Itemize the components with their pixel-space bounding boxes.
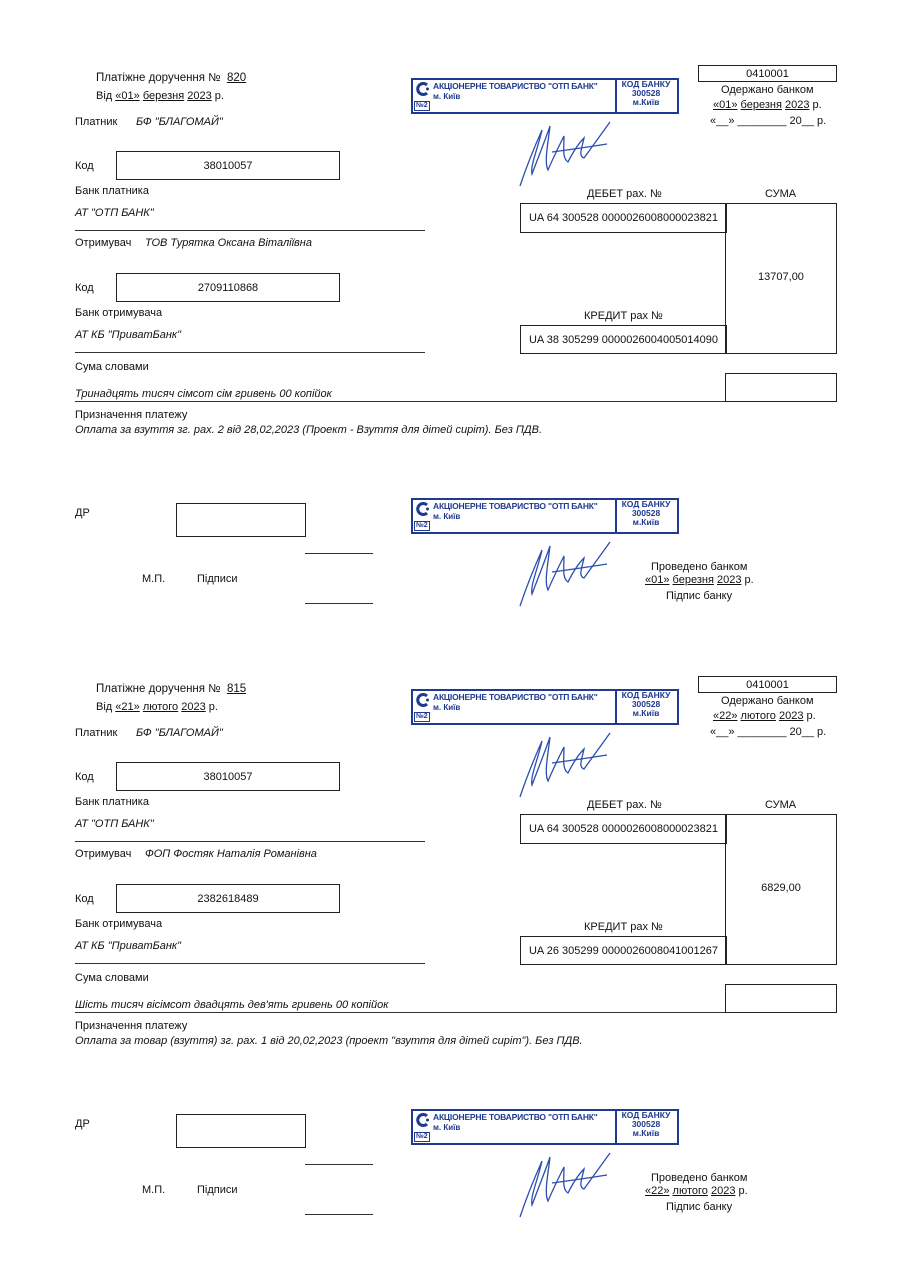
processed-year: 2023 — [710, 1185, 736, 1197]
recipient-code-label: Код — [75, 893, 94, 905]
divider — [75, 230, 425, 231]
stamp-kod — [617, 691, 675, 718]
payer-label: Платник — [75, 727, 118, 739]
signature-icon — [512, 538, 612, 610]
order-number: 820 — [226, 72, 247, 84]
debit-account-box — [520, 203, 727, 233]
processed-month: лютого — [672, 1185, 708, 1197]
stamp-kod-city: м.Київ — [632, 97, 660, 107]
credit-account-box — [520, 936, 727, 965]
recipient-label: Отримувач — [75, 848, 132, 860]
stamp-bank-name: АКЦІОНЕРНЕ ТОВАРИСТВО "ОТП БАНК" — [433, 501, 598, 511]
form-code: 0410001 — [746, 67, 789, 80]
signature-line — [305, 553, 373, 554]
dr-box — [176, 1114, 306, 1148]
year-suffix: р. — [806, 710, 816, 722]
received-date — [713, 99, 822, 111]
stamp-number: №2 — [416, 713, 428, 720]
bank-stamp — [411, 78, 679, 114]
stamp-kod-value: 300528 — [631, 508, 661, 518]
form-code: 0410001 — [746, 678, 789, 691]
stamp-kod-value: 300528 — [631, 699, 661, 709]
received-month: березня — [740, 99, 782, 111]
signature-icon — [512, 118, 612, 190]
order-date-day: «01» — [115, 90, 140, 102]
stamp-city: м. Київ — [433, 92, 461, 101]
payment-order — [0, 611, 908, 1223]
credit-account: UA 38 305299 0000026004005014090 — [528, 333, 719, 346]
amount-box — [725, 814, 837, 965]
sum-words: Шість тисяч вісімсот двадцять дев'ять гривень 00 копійок — [75, 999, 389, 1011]
purpose-text: Оплата за товар (взуття) зг. рах. 1 від 20,02,2023 (проект "взуття для дітей сиріт"). Без ПДВ. — [75, 1035, 583, 1047]
extra-box — [725, 984, 837, 1013]
order-date-month: березня — [142, 90, 185, 102]
year-suffix: р. — [738, 1185, 748, 1197]
recipient-name: ТОВ Турятка Оксана Віталіївна — [145, 237, 312, 249]
stamp-kod — [617, 1111, 675, 1138]
mp-label: М.П. — [142, 573, 166, 585]
stamp-number: №2 — [416, 1133, 428, 1140]
otp-logo-icon — [416, 502, 430, 516]
recipient-code-box — [116, 884, 340, 913]
payer-bank: АТ "ОТП БАНК" — [75, 818, 154, 830]
stamp-kod-label: КОД БАНКУ — [621, 690, 671, 700]
order-date-year: 2023 — [181, 701, 206, 713]
payment-order — [0, 0, 908, 612]
recipient-bank: АТ КБ "ПриватБанк" — [75, 329, 182, 341]
extra-box — [725, 373, 837, 402]
stamp-kod-city: м.Київ — [632, 708, 660, 718]
payer-bank: АТ "ОТП БАНК" — [75, 207, 154, 219]
year-suffix: р. — [744, 574, 754, 586]
order-date-month: лютого — [142, 701, 179, 713]
signatures-label: Підписи — [197, 1184, 238, 1196]
stamp-bank-name: АКЦІОНЕРНЕ ТОВАРИСТВО "ОТП БАНК" — [433, 692, 598, 702]
purpose-label: Призначення платежу — [75, 1020, 188, 1032]
recipient-code-box — [116, 273, 340, 302]
stamp-kod-label: КОД БАНКУ — [621, 1110, 671, 1120]
amount-box — [725, 203, 837, 354]
recipient-bank: АТ КБ "ПриватБанк" — [75, 940, 182, 952]
recipient-bank-label: Банк отримувача — [75, 307, 163, 319]
order-date — [96, 701, 218, 713]
form-code-box — [698, 676, 837, 693]
order-title-prefix: Платіжне доручення № — [96, 683, 221, 695]
dr-box — [176, 503, 306, 537]
recipient-bank-label: Банк отримувача — [75, 918, 163, 930]
received-year: 2023 — [784, 99, 810, 111]
stamp-number: №2 — [416, 522, 428, 529]
payer-code: 38010057 — [203, 770, 253, 783]
divider — [75, 963, 425, 964]
credit-label: КРЕДИТ рах № — [584, 310, 663, 322]
from-prefix: Від — [96, 90, 113, 102]
sum-label: СУМА — [765, 188, 797, 200]
signature-line — [305, 603, 373, 604]
divider — [75, 352, 425, 353]
order-number: 815 — [226, 683, 247, 695]
sum-words: Тринадцять тисяч сімсот сім гривень 00 копійок — [75, 388, 332, 400]
dr-label: ДР — [75, 507, 90, 519]
purpose-label: Призначення платежу — [75, 409, 188, 421]
blank-date: «__» ________ 20__ р. — [710, 115, 827, 127]
signature-icon — [512, 729, 612, 801]
processed-day: «22» — [645, 1185, 670, 1197]
processed-year: 2023 — [716, 574, 742, 586]
stamp-number: №2 — [416, 102, 428, 109]
year-suffix: р. — [214, 90, 224, 102]
bank-signature-label: Підпис банку — [666, 590, 733, 602]
year-suffix: р. — [812, 99, 822, 111]
recipient-name: ФОП Фостяк Наталія Романівна — [145, 848, 317, 860]
debit-label: ДЕБЕТ рах. № — [587, 799, 662, 811]
received-day: «22» — [713, 710, 738, 722]
received-month: лютого — [740, 710, 776, 722]
divider — [75, 1012, 725, 1013]
purpose-text: Оплата за взуття зг. рах. 2 від 28,02,2023 (Проект - Взуття для дітей сиріт). Без ПДВ. — [75, 424, 543, 436]
stamp-kod — [617, 500, 675, 527]
stamp-bank-name: АКЦІОНЕРНЕ ТОВАРИСТВО "ОТП БАНК" — [433, 1112, 598, 1122]
stamp-kod-value: 300528 — [631, 88, 661, 98]
amount: 13707,00 — [758, 271, 804, 283]
payer-code: 38010057 — [203, 159, 253, 172]
blank-date: «__» ________ 20__ р. — [710, 726, 827, 738]
bank-stamp — [411, 498, 679, 534]
dr-label: ДР — [75, 1118, 90, 1130]
stamp-kod-city: м.Київ — [632, 517, 660, 527]
received-label: Одержано банком — [721, 695, 814, 707]
stamp-bank-name: АКЦІОНЕРНЕ ТОВАРИСТВО "ОТП БАНК" — [433, 81, 598, 91]
received-date — [713, 710, 816, 722]
recipient-label: Отримувач — [75, 237, 132, 249]
signature-line — [305, 1164, 373, 1165]
processed-day: «01» — [645, 574, 670, 586]
amount: 6829,00 — [761, 882, 801, 894]
mp-label: М.П. — [142, 1184, 166, 1196]
payer-code-box — [116, 151, 340, 180]
signatures-label: Підписи — [197, 573, 238, 585]
stamp-city: м. Київ — [433, 512, 461, 521]
bank-stamp — [411, 1109, 679, 1145]
recipient-code: 2709110868 — [197, 281, 259, 294]
stamp-kod-label: КОД БАНКУ — [621, 499, 671, 509]
order-date-year: 2023 — [187, 90, 212, 102]
order-title-prefix: Платіжне доручення № — [96, 72, 221, 84]
sum-label: СУМА — [765, 799, 797, 811]
debit-account: UA 64 300528 0000026008000023821 — [528, 212, 719, 224]
otp-logo-icon — [416, 1113, 430, 1127]
payer-bank-label: Банк платника — [75, 185, 149, 197]
order-date-day: «21» — [115, 701, 140, 713]
year-suffix: р. — [208, 701, 218, 713]
processed-label: Проведено банком — [651, 561, 748, 573]
stamp-city: м. Київ — [433, 703, 461, 712]
credit-label: КРЕДИТ рах № — [584, 921, 663, 933]
bank-signature-label: Підпис банку — [666, 1201, 733, 1213]
payer-name: БФ "БЛАГОМАЙ" — [136, 116, 223, 128]
payer-code-box — [116, 762, 340, 791]
payer-code-label: Код — [75, 160, 94, 172]
credit-account: UA 26 305299 0000026008041001267 — [528, 944, 719, 957]
payer-bank-label: Банк платника — [75, 796, 149, 808]
received-year: 2023 — [778, 710, 804, 722]
stamp-kod-label: КОД БАНКУ — [621, 79, 671, 89]
form-code-box — [698, 65, 837, 82]
payer-name: БФ "БЛАГОМАЙ" — [136, 727, 223, 739]
bank-stamp — [411, 689, 679, 725]
stamp-kod-city: м.Київ — [632, 1128, 660, 1138]
credit-account-box — [520, 325, 727, 354]
stamp-kod — [617, 80, 675, 107]
received-label: Одержано банком — [721, 84, 814, 96]
order-title — [96, 72, 246, 84]
stamp-city: м. Київ — [433, 1123, 461, 1132]
recipient-code-label: Код — [75, 282, 94, 294]
payer-label: Платник — [75, 116, 118, 128]
otp-logo-icon — [416, 82, 430, 96]
sum-words-label: Сума словами — [75, 361, 149, 373]
signature-icon — [512, 1149, 612, 1221]
sum-words-label: Сума словами — [75, 972, 149, 984]
recipient-code: 2382618489 — [197, 892, 259, 905]
order-title — [96, 683, 246, 695]
received-day: «01» — [713, 99, 738, 111]
processed-label: Проведено банком — [651, 1172, 748, 1184]
debit-account-box — [520, 814, 727, 844]
debit-label: ДЕБЕТ рах. № — [587, 188, 662, 200]
signature-line — [305, 1214, 373, 1215]
stamp-kod-value: 300528 — [631, 1119, 661, 1129]
from-prefix: Від — [96, 701, 113, 713]
divider — [75, 841, 425, 842]
debit-account: UA 64 300528 0000026008000023821 — [528, 823, 719, 835]
processed-date — [645, 574, 754, 586]
processed-month: березня — [672, 574, 714, 586]
otp-logo-icon — [416, 693, 430, 707]
order-date — [96, 90, 224, 102]
payer-code-label: Код — [75, 771, 94, 783]
processed-date — [645, 1185, 748, 1197]
divider — [75, 401, 725, 402]
